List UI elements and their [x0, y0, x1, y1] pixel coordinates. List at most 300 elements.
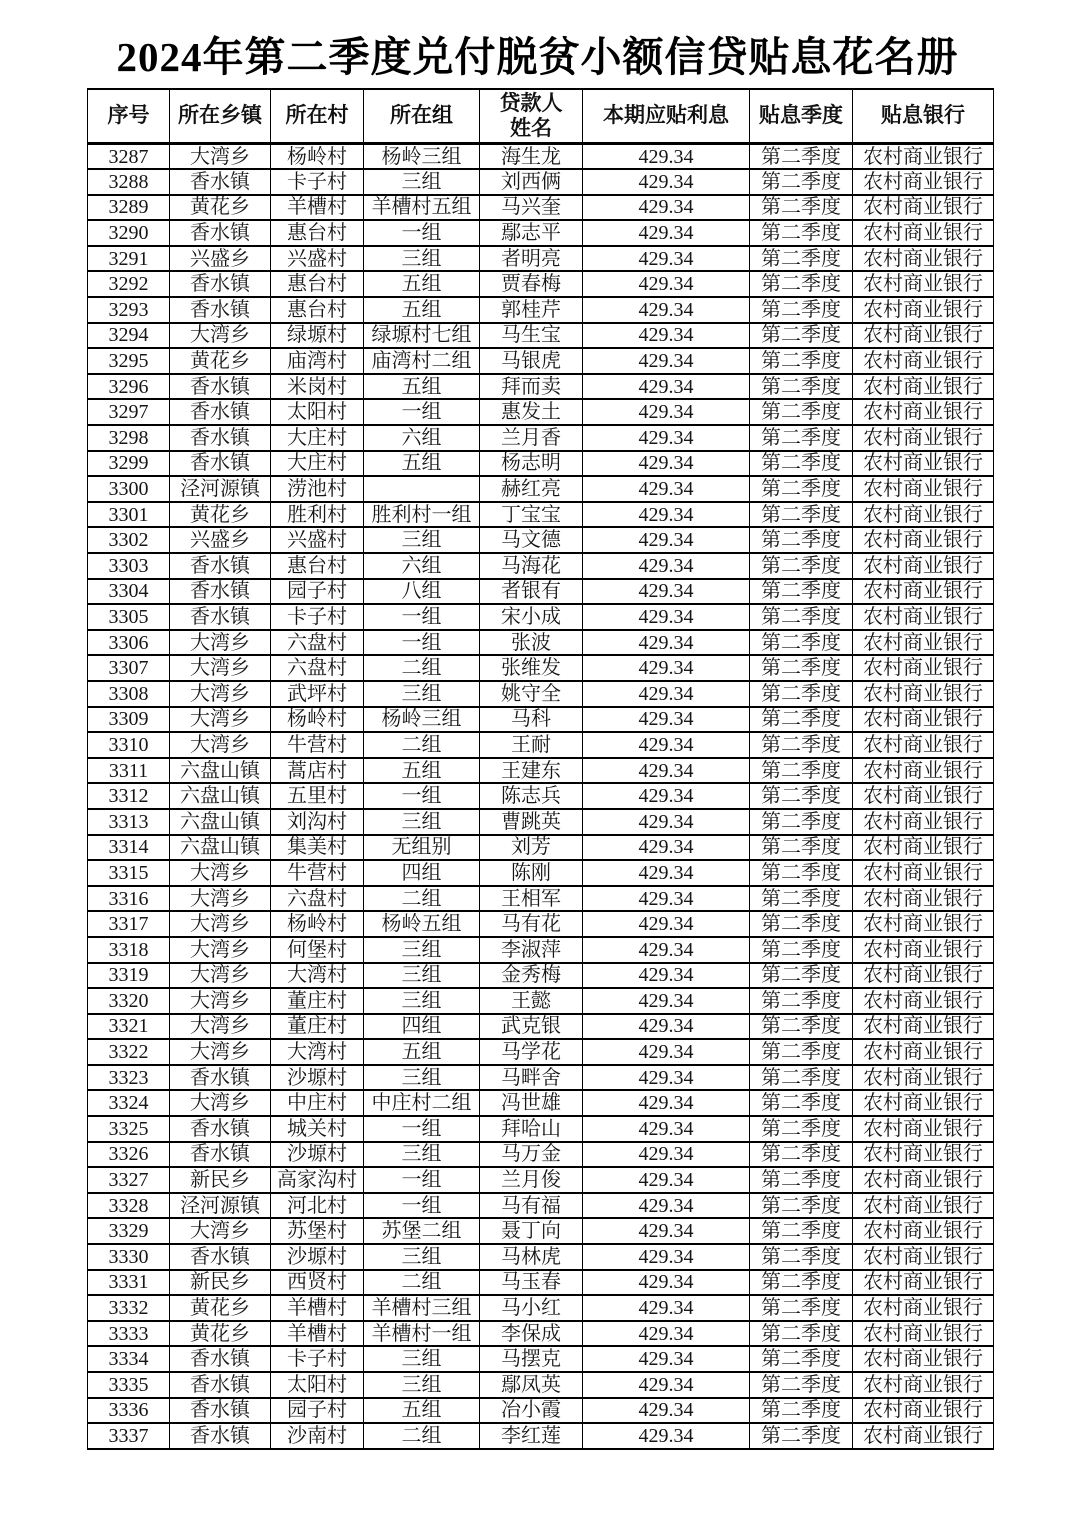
table-row — [88, 297, 994, 323]
cell-seq: 3334 — [88, 1346, 170, 1372]
cell-group: 六组 — [364, 425, 480, 451]
cell-borrower-name: 王建东 — [480, 758, 583, 784]
cell-village: 卡子村 — [271, 169, 364, 195]
cell-borrower-name: 姚守全 — [480, 681, 583, 707]
cell-bank: 农村商业银行 — [853, 1193, 994, 1219]
cell-bank: 农村商业银行 — [853, 1167, 994, 1193]
cell-interest: 429.34 — [583, 1346, 750, 1372]
cell-township: 香水镇 — [170, 1423, 271, 1449]
cell-township: 香水镇 — [170, 1372, 271, 1398]
cell-group: 三组 — [364, 527, 480, 553]
cell-seq: 3306 — [88, 630, 170, 656]
cell-borrower-name: 李保成 — [480, 1321, 583, 1347]
cell-interest: 429.34 — [583, 655, 750, 681]
cell-borrower-name: 兰月俊 — [480, 1167, 583, 1193]
cell-group: 杨岭五组 — [364, 911, 480, 937]
cell-quarter: 第二季度 — [750, 1090, 853, 1116]
cell-group: 二组 — [364, 1423, 480, 1449]
cell-quarter: 第二季度 — [750, 476, 853, 502]
table-row — [88, 630, 994, 656]
table-row — [88, 1116, 994, 1142]
cell-bank: 农村商业银行 — [853, 1372, 994, 1398]
cell-quarter: 第二季度 — [750, 1295, 853, 1321]
cell-bank: 农村商业银行 — [853, 988, 994, 1014]
cell-township: 六盘山镇 — [170, 758, 271, 784]
cell-group: 五组 — [364, 1398, 480, 1424]
cell-interest: 429.34 — [583, 579, 750, 605]
cell-interest: 429.34 — [583, 963, 750, 989]
cell-interest: 429.34 — [583, 323, 750, 349]
cell-borrower-name: 马生宝 — [480, 323, 583, 349]
cell-seq: 3321 — [88, 1014, 170, 1040]
cell-village: 中庄村 — [271, 1090, 364, 1116]
table-row — [88, 681, 994, 707]
cell-bank: 农村商业银行 — [853, 1295, 994, 1321]
table-row — [88, 1372, 994, 1398]
cell-group: 一组 — [364, 1116, 480, 1142]
cell-village: 兴盛村 — [271, 246, 364, 272]
cell-village: 太阳村 — [271, 399, 364, 425]
cell-village: 董庄村 — [271, 1014, 364, 1040]
cell-quarter: 第二季度 — [750, 630, 853, 656]
cell-quarter: 第二季度 — [750, 579, 853, 605]
roster-table — [87, 88, 994, 1450]
cell-borrower-name: 马科 — [480, 707, 583, 733]
cell-borrower-name: 马摆克 — [480, 1346, 583, 1372]
cell-borrower-name: 张维发 — [480, 655, 583, 681]
cell-village: 胜利村 — [271, 502, 364, 528]
cell-quarter: 第二季度 — [750, 1039, 853, 1065]
cell-bank: 农村商业银行 — [853, 297, 994, 323]
cell-quarter: 第二季度 — [750, 1372, 853, 1398]
header-bank: 贴息银行 — [853, 89, 994, 144]
cell-interest: 429.34 — [583, 1014, 750, 1040]
cell-borrower-name: 马万金 — [480, 1142, 583, 1168]
table-row — [88, 553, 994, 579]
cell-interest: 429.34 — [583, 1065, 750, 1091]
cell-township: 香水镇 — [170, 1065, 271, 1091]
cell-village: 沙塬村 — [271, 1065, 364, 1091]
cell-seq: 3310 — [88, 732, 170, 758]
cell-quarter: 第二季度 — [750, 451, 853, 477]
cell-bank: 农村商业银行 — [853, 860, 994, 886]
cell-borrower-name: 王相军 — [480, 886, 583, 912]
cell-group: 一组 — [364, 220, 480, 246]
cell-quarter: 第二季度 — [750, 1014, 853, 1040]
cell-bank: 农村商业银行 — [853, 348, 994, 374]
cell-quarter: 第二季度 — [750, 374, 853, 400]
cell-group: 三组 — [364, 937, 480, 963]
cell-seq: 3312 — [88, 783, 170, 809]
cell-seq: 3323 — [88, 1065, 170, 1091]
cell-borrower-name: 王耐 — [480, 732, 583, 758]
cell-village: 武坪村 — [271, 681, 364, 707]
cell-quarter: 第二季度 — [750, 246, 853, 272]
cell-village: 园子村 — [271, 1398, 364, 1424]
table-row — [88, 144, 994, 170]
cell-interest: 429.34 — [583, 297, 750, 323]
header-group: 所在组 — [364, 89, 480, 144]
cell-township: 黄花乡 — [170, 502, 271, 528]
cell-village: 大湾村 — [271, 963, 364, 989]
cell-interest: 429.34 — [583, 707, 750, 733]
cell-quarter: 第二季度 — [750, 144, 853, 170]
cell-interest: 429.34 — [583, 1372, 750, 1398]
cell-village: 沙南村 — [271, 1423, 364, 1449]
cell-quarter: 第二季度 — [750, 988, 853, 1014]
cell-seq: 3314 — [88, 835, 170, 861]
cell-interest: 429.34 — [583, 144, 750, 170]
cell-seq: 3316 — [88, 886, 170, 912]
table-row — [88, 911, 994, 937]
table-row — [88, 937, 994, 963]
cell-seq: 3291 — [88, 246, 170, 272]
cell-bank: 农村商业银行 — [853, 271, 994, 297]
cell-seq: 3304 — [88, 579, 170, 605]
cell-bank: 农村商业银行 — [853, 425, 994, 451]
cell-interest: 429.34 — [583, 783, 750, 809]
cell-quarter: 第二季度 — [750, 1346, 853, 1372]
cell-village: 卡子村 — [271, 604, 364, 630]
cell-quarter: 第二季度 — [750, 1423, 853, 1449]
cell-interest: 429.34 — [583, 1142, 750, 1168]
cell-township: 大湾乡 — [170, 144, 271, 170]
cell-seq: 3311 — [88, 758, 170, 784]
cell-group: 无组别 — [364, 835, 480, 861]
cell-bank: 农村商业银行 — [853, 1321, 994, 1347]
cell-township: 大湾乡 — [170, 1014, 271, 1040]
cell-seq: 3329 — [88, 1218, 170, 1244]
cell-group: 三组 — [364, 963, 480, 989]
cell-group: 杨岭三组 — [364, 144, 480, 170]
table-row — [88, 1244, 994, 1270]
cell-group: 羊槽村五组 — [364, 195, 480, 221]
cell-seq: 3287 — [88, 144, 170, 170]
cell-township: 大湾乡 — [170, 988, 271, 1014]
table-row — [88, 1346, 994, 1372]
cell-bank: 农村商业银行 — [853, 655, 994, 681]
cell-group: 三组 — [364, 1244, 480, 1270]
table-row — [88, 1142, 994, 1168]
cell-township: 大湾乡 — [170, 1218, 271, 1244]
cell-group: 胜利村一组 — [364, 502, 480, 528]
table-row — [88, 451, 994, 477]
cell-group: 庙湾村二组 — [364, 348, 480, 374]
cell-township: 香水镇 — [170, 1116, 271, 1142]
cell-township: 香水镇 — [170, 399, 271, 425]
cell-village: 羊槽村 — [271, 195, 364, 221]
cell-quarter: 第二季度 — [750, 1116, 853, 1142]
cell-bank: 农村商业银行 — [853, 399, 994, 425]
cell-bank: 农村商业银行 — [853, 835, 994, 861]
cell-quarter: 第二季度 — [750, 1065, 853, 1091]
cell-village: 牛营村 — [271, 732, 364, 758]
cell-township: 大湾乡 — [170, 732, 271, 758]
cell-interest: 429.34 — [583, 758, 750, 784]
cell-quarter: 第二季度 — [750, 1167, 853, 1193]
cell-quarter: 第二季度 — [750, 527, 853, 553]
cell-quarter: 第二季度 — [750, 271, 853, 297]
table-row — [88, 323, 994, 349]
cell-group: 苏堡二组 — [364, 1218, 480, 1244]
cell-borrower-name: 丁宝宝 — [480, 502, 583, 528]
cell-quarter: 第二季度 — [750, 348, 853, 374]
cell-quarter: 第二季度 — [750, 1193, 853, 1219]
table-row — [88, 502, 994, 528]
cell-group: 三组 — [364, 169, 480, 195]
cell-bank: 农村商业银行 — [853, 246, 994, 272]
table-row — [88, 399, 994, 425]
cell-borrower-name: 鄢凤英 — [480, 1372, 583, 1398]
cell-interest: 429.34 — [583, 1039, 750, 1065]
cell-township: 香水镇 — [170, 553, 271, 579]
cell-township: 香水镇 — [170, 425, 271, 451]
cell-township: 大湾乡 — [170, 655, 271, 681]
cell-bank: 农村商业银行 — [853, 1423, 994, 1449]
cell-seq: 3294 — [88, 323, 170, 349]
cell-group: 一组 — [364, 399, 480, 425]
cell-interest: 429.34 — [583, 1167, 750, 1193]
cell-bank: 农村商业银行 — [853, 681, 994, 707]
cell-group: 二组 — [364, 655, 480, 681]
cell-village: 牛营村 — [271, 860, 364, 886]
cell-seq: 3336 — [88, 1398, 170, 1424]
cell-village: 董庄村 — [271, 988, 364, 1014]
cell-bank: 农村商业银行 — [853, 732, 994, 758]
cell-seq: 3301 — [88, 502, 170, 528]
cell-seq: 3320 — [88, 988, 170, 1014]
cell-township: 大湾乡 — [170, 1039, 271, 1065]
header-township: 所在乡镇 — [170, 89, 271, 144]
table-row — [88, 783, 994, 809]
cell-seq: 3337 — [88, 1423, 170, 1449]
cell-interest: 429.34 — [583, 425, 750, 451]
cell-seq: 3293 — [88, 297, 170, 323]
cell-group: 一组 — [364, 630, 480, 656]
cell-interest: 429.34 — [583, 809, 750, 835]
cell-bank: 农村商业银行 — [853, 937, 994, 963]
cell-group: 一组 — [364, 783, 480, 809]
cell-borrower-name: 李红莲 — [480, 1423, 583, 1449]
cell-village: 庙湾村 — [271, 348, 364, 374]
cell-group: 五组 — [364, 297, 480, 323]
cell-bank: 农村商业银行 — [853, 1142, 994, 1168]
cell-quarter: 第二季度 — [750, 604, 853, 630]
cell-borrower-name: 马有花 — [480, 911, 583, 937]
cell-village: 西贤村 — [271, 1270, 364, 1296]
header-village: 所在村 — [271, 89, 364, 144]
cell-group: 羊槽村三组 — [364, 1295, 480, 1321]
cell-interest: 429.34 — [583, 527, 750, 553]
cell-seq: 3300 — [88, 476, 170, 502]
cell-borrower-name: 金秀梅 — [480, 963, 583, 989]
cell-interest: 429.34 — [583, 1270, 750, 1296]
cell-township: 黄花乡 — [170, 1321, 271, 1347]
cell-group: 一组 — [364, 1167, 480, 1193]
cell-township: 大湾乡 — [170, 886, 271, 912]
cell-quarter: 第二季度 — [750, 399, 853, 425]
cell-township: 香水镇 — [170, 579, 271, 605]
cell-quarter: 第二季度 — [750, 553, 853, 579]
cell-seq: 3307 — [88, 655, 170, 681]
cell-borrower-name: 武克银 — [480, 1014, 583, 1040]
cell-group: 二组 — [364, 1270, 480, 1296]
cell-village: 绿塬村 — [271, 323, 364, 349]
cell-village: 惠台村 — [271, 220, 364, 246]
cell-interest: 429.34 — [583, 374, 750, 400]
cell-seq: 3298 — [88, 425, 170, 451]
cell-village: 何堡村 — [271, 937, 364, 963]
cell-borrower-name: 陈刚 — [480, 860, 583, 886]
cell-township: 黄花乡 — [170, 195, 271, 221]
cell-group: 三组 — [364, 246, 480, 272]
table-row — [88, 271, 994, 297]
cell-village: 杨岭村 — [271, 144, 364, 170]
cell-bank: 农村商业银行 — [853, 1014, 994, 1040]
cell-quarter: 第二季度 — [750, 502, 853, 528]
cell-quarter: 第二季度 — [750, 937, 853, 963]
cell-seq: 3288 — [88, 169, 170, 195]
table-row — [88, 1423, 994, 1449]
cell-interest: 429.34 — [583, 1423, 750, 1449]
cell-village: 羊槽村 — [271, 1321, 364, 1347]
cell-seq: 3299 — [88, 451, 170, 477]
cell-group: 六组 — [364, 553, 480, 579]
cell-quarter: 第二季度 — [750, 425, 853, 451]
cell-bank: 农村商业银行 — [853, 809, 994, 835]
cell-borrower-name: 冯世雄 — [480, 1090, 583, 1116]
cell-interest: 429.34 — [583, 451, 750, 477]
cell-village: 刘沟村 — [271, 809, 364, 835]
cell-bank: 农村商业银行 — [853, 169, 994, 195]
cell-village: 杨岭村 — [271, 911, 364, 937]
cell-quarter: 第二季度 — [750, 169, 853, 195]
cell-borrower-name: 聂丁向 — [480, 1218, 583, 1244]
cell-group: 五组 — [364, 451, 480, 477]
table-row — [88, 604, 994, 630]
cell-bank: 农村商业银行 — [853, 1270, 994, 1296]
cell-borrower-name: 马林虎 — [480, 1244, 583, 1270]
cell-group: 杨岭三组 — [364, 707, 480, 733]
table-row — [88, 758, 994, 784]
cell-quarter: 第二季度 — [750, 860, 853, 886]
table-row — [88, 1218, 994, 1244]
cell-group: 中庄村二组 — [364, 1090, 480, 1116]
cell-quarter: 第二季度 — [750, 220, 853, 246]
cell-township: 香水镇 — [170, 1244, 271, 1270]
table-row — [88, 220, 994, 246]
cell-village: 蒿店村 — [271, 758, 364, 784]
cell-group: 五组 — [364, 271, 480, 297]
cell-seq: 3328 — [88, 1193, 170, 1219]
cell-seq: 3295 — [88, 348, 170, 374]
cell-seq: 3324 — [88, 1090, 170, 1116]
cell-township: 六盘山镇 — [170, 835, 271, 861]
cell-quarter: 第二季度 — [750, 195, 853, 221]
cell-borrower-name: 马文德 — [480, 527, 583, 553]
cell-village: 羊槽村 — [271, 1295, 364, 1321]
cell-interest: 429.34 — [583, 630, 750, 656]
cell-borrower-name: 惠发土 — [480, 399, 583, 425]
cell-quarter: 第二季度 — [750, 323, 853, 349]
cell-borrower-name: 贾春梅 — [480, 271, 583, 297]
cell-interest: 429.34 — [583, 937, 750, 963]
cell-interest: 429.34 — [583, 271, 750, 297]
cell-township: 新民乡 — [170, 1270, 271, 1296]
cell-quarter: 第二季度 — [750, 886, 853, 912]
cell-township: 大湾乡 — [170, 707, 271, 733]
cell-seq: 3303 — [88, 553, 170, 579]
cell-bank: 农村商业银行 — [853, 1218, 994, 1244]
cell-group: 八组 — [364, 579, 480, 605]
cell-bank: 农村商业银行 — [853, 553, 994, 579]
cell-village: 太阳村 — [271, 1372, 364, 1398]
cell-bank: 农村商业银行 — [853, 758, 994, 784]
table-row — [88, 1014, 994, 1040]
cell-village: 惠台村 — [271, 297, 364, 323]
cell-bank: 农村商业银行 — [853, 1244, 994, 1270]
table-row — [88, 809, 994, 835]
cell-seq: 3308 — [88, 681, 170, 707]
cell-township: 大湾乡 — [170, 630, 271, 656]
cell-seq: 3290 — [88, 220, 170, 246]
cell-township: 六盘山镇 — [170, 783, 271, 809]
cell-seq: 3322 — [88, 1039, 170, 1065]
table-row — [88, 1295, 994, 1321]
cell-borrower-name: 刘芳 — [480, 835, 583, 861]
cell-interest: 429.34 — [583, 1218, 750, 1244]
cell-township: 香水镇 — [170, 451, 271, 477]
table-row — [88, 1065, 994, 1091]
cell-village: 园子村 — [271, 579, 364, 605]
cell-borrower-name: 王懿 — [480, 988, 583, 1014]
cell-bank: 农村商业银行 — [853, 604, 994, 630]
cell-quarter: 第二季度 — [750, 681, 853, 707]
cell-seq: 3296 — [88, 374, 170, 400]
cell-borrower-name: 马小红 — [480, 1295, 583, 1321]
cell-township: 兴盛乡 — [170, 527, 271, 553]
cell-seq: 3315 — [88, 860, 170, 886]
table-row — [88, 527, 994, 553]
cell-group: 五组 — [364, 374, 480, 400]
cell-group — [364, 476, 480, 502]
cell-seq: 3313 — [88, 809, 170, 835]
cell-township: 大湾乡 — [170, 937, 271, 963]
cell-seq: 3292 — [88, 271, 170, 297]
table-row — [88, 169, 994, 195]
cell-borrower-name: 赫红亮 — [480, 476, 583, 502]
cell-borrower-name: 马玉春 — [480, 1270, 583, 1296]
table-row — [88, 1270, 994, 1296]
table-row — [88, 579, 994, 605]
table-body — [88, 144, 994, 1449]
cell-bank: 农村商业银行 — [853, 886, 994, 912]
cell-interest: 429.34 — [583, 169, 750, 195]
cell-village: 卡子村 — [271, 1346, 364, 1372]
cell-group: 四组 — [364, 1014, 480, 1040]
cell-interest: 429.34 — [583, 246, 750, 272]
cell-interest: 429.34 — [583, 1090, 750, 1116]
cell-quarter: 第二季度 — [750, 655, 853, 681]
cell-village: 城关村 — [271, 1116, 364, 1142]
cell-township: 六盘山镇 — [170, 809, 271, 835]
cell-interest: 429.34 — [583, 1244, 750, 1270]
cell-seq: 3309 — [88, 707, 170, 733]
cell-village: 沙塬村 — [271, 1142, 364, 1168]
cell-seq: 3318 — [88, 937, 170, 963]
cell-seq: 3297 — [88, 399, 170, 425]
table-row — [88, 476, 994, 502]
